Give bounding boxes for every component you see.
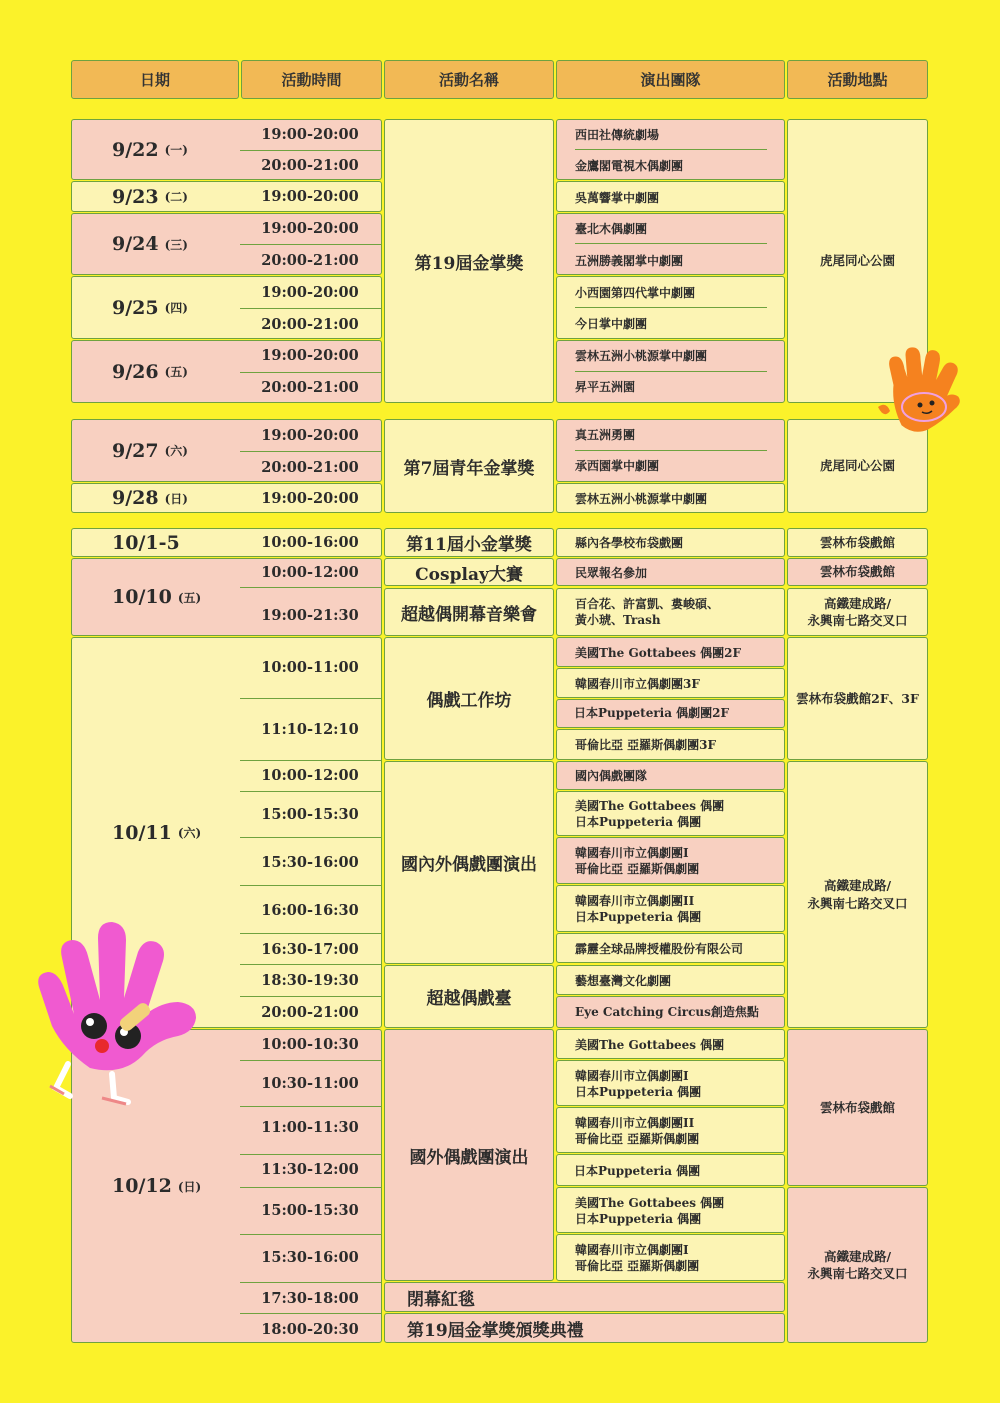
team-line: 日本Puppeteria 偶團 [575, 1085, 702, 1100]
team-line: 美國The Gottabees 偶團 [575, 1196, 725, 1210]
time-slot: 11:30-12:00 [261, 1161, 359, 1178]
event-cosplay: Cosplay大賽 [384, 558, 554, 586]
place-cell [787, 1187, 928, 1343]
time-slot: 20:00-21:00 [261, 157, 359, 174]
team-name: 臺北木偶劇團 [575, 222, 648, 236]
team-line: 哥倫比亞 亞羅斯偶劇團 [575, 862, 700, 877]
place-cell [787, 761, 928, 1028]
team-name [575, 596, 719, 628]
team-name [575, 1068, 701, 1100]
team-line: 韓國春川市立偶劇團I [575, 1243, 689, 1257]
place-line: 高鐵建成路/ [823, 595, 892, 611]
place-cell: 雲林布袋戲館2F、3F [787, 637, 928, 760]
team-line: 黃小琥、Trash [575, 613, 661, 628]
team-line: 美國The Gottabees 偶團 [575, 799, 725, 813]
weekday: (一) [164, 143, 188, 157]
time-slot: 19:00-20:00 [261, 284, 359, 301]
place-line: 高鐵建成路/ [823, 878, 892, 893]
event-foreign-troupes: 國外偶戲團演出 [384, 1029, 554, 1281]
place-cell: 雲林布袋戲館 [787, 528, 928, 557]
event-workshop: 偶戲工作坊 [384, 637, 554, 760]
time-slot: 20:00-21:00 [261, 316, 359, 333]
orange-hand-icon [872, 345, 972, 440]
team-name [575, 1195, 724, 1227]
team-line: 韓國春川市立偶劇團I [575, 846, 689, 860]
team-line: 哥倫比亞 亞羅斯偶劇團 [575, 1259, 700, 1274]
time-slot: 19:00-20:00 [261, 490, 359, 507]
weekday: (五) [177, 590, 202, 605]
event-youth-golden-palm: 第7屆青年金掌獎 [384, 419, 554, 513]
date-label: 9/27 [112, 439, 159, 462]
time-slot: 15:00-15:30 [261, 1202, 359, 1219]
header-name: 活動名稱 [384, 60, 554, 99]
date-label: 9/25 [112, 296, 159, 319]
time-slot: 10:30-11:00 [261, 1075, 359, 1092]
team-name [575, 1242, 699, 1274]
team-name: 民眾報名參加 [575, 566, 648, 580]
pink-hand-icon [30, 918, 210, 1108]
weekday: (日) [164, 491, 188, 506]
time-slot: 18:30-19:30 [261, 972, 359, 989]
date-label: 10/11 [112, 821, 172, 844]
place-line: 永興南七路交叉口 [807, 1266, 908, 1281]
time-slot: 15:30-16:00 [261, 854, 359, 871]
weekday: (六) [177, 826, 202, 840]
time-slot: 15:00-15:30 [261, 806, 359, 823]
date-label: 9/26 [112, 360, 159, 383]
time-slot: 16:30-17:00 [261, 941, 359, 958]
team-name: 日本Puppeteria 偶團 [574, 1164, 701, 1178]
place-cell: 虎尾同心公園 [787, 419, 928, 513]
team-name: 美國The Gottabees 偶團2F [575, 646, 742, 660]
time-slot: 10:00-11:00 [261, 659, 359, 676]
event-little-golden-palm: 第11屆小金掌獎 [384, 528, 554, 557]
team-name [575, 798, 724, 830]
event-award-ceremony: 第19屆金掌獎頒獎典禮 [384, 1313, 785, 1343]
team-name: 霹靂全球品牌授權股份有限公司 [575, 942, 744, 956]
time-slot: 19:00-21:30 [261, 607, 359, 624]
event-intl-troupes: 國內外偶戲團演出 [384, 761, 554, 964]
time-slot: 17:30-18:00 [261, 1290, 359, 1307]
time-slot: 19:00-20:00 [261, 188, 359, 205]
team-line: 韓國春川市立偶劇團II [575, 1116, 695, 1130]
team-line: 韓國春川市立偶劇團II [575, 894, 695, 908]
place-cell: 虎尾同心公園 [787, 119, 928, 403]
weekday: (三) [164, 237, 188, 252]
team-name: 美國The Gottabees 偶團 [575, 1038, 725, 1052]
team-name: 哥倫比亞 亞羅斯偶劇團3F [575, 738, 717, 752]
time-slot: 19:00-20:00 [261, 126, 359, 143]
team-name: 韓國春川市立偶劇團3F [575, 677, 700, 691]
team-line: 韓國春川市立偶劇團I [575, 1069, 689, 1083]
event-closing-red-carpet: 閉幕紅毯 [384, 1282, 785, 1312]
time-slot: 20:00-21:00 [261, 379, 359, 396]
team-name: 承西園掌中劇團 [575, 459, 660, 473]
team-line: 哥倫比亞 亞羅斯偶劇團 [575, 1132, 700, 1147]
place-line: 永興南七路交叉口 [807, 895, 908, 911]
team-name [575, 845, 699, 877]
time-slot: 20:00-21:00 [261, 252, 359, 269]
team-name: 西田社傳統劇場 [575, 128, 660, 142]
time-slot: 20:00-21:00 [261, 459, 359, 476]
time-slot: 16:00-16:30 [261, 902, 359, 919]
time-slot: 20:00-21:00 [261, 1004, 359, 1021]
time-slot: 19:00-20:00 [261, 427, 359, 444]
weekday: (六) [164, 444, 188, 458]
time-slot: 11:00-11:30 [261, 1119, 359, 1136]
team-line: 百合花、許富凱、婁峻碩、 [575, 597, 720, 611]
time-slot: 10:00-10:30 [261, 1036, 359, 1053]
team-name: 五洲勝義閣掌中劇團 [575, 254, 684, 268]
team-name: 藝想臺灣文化劇團 [575, 974, 672, 988]
header-team: 演出團隊 [556, 60, 785, 99]
team-name: 小西園第四代掌中劇團 [575, 286, 696, 300]
time-slot: 10:00-12:00 [261, 564, 359, 581]
event-beyond-stage: 超越偶戲臺 [384, 965, 554, 1028]
date-label: 10/10 [112, 586, 172, 608]
place-cell [787, 588, 928, 636]
place-line: 永興南七路交叉口 [807, 613, 908, 628]
team-name: 雲林五洲小桃源掌中劇團 [575, 492, 708, 506]
place-line: 高鐵建成路/ [823, 1248, 892, 1264]
header-place: 活動地點 [787, 60, 928, 99]
event-opening-concert: 超越偶開幕音樂會 [384, 588, 554, 636]
team-name: 縣內各學校布袋戲團 [575, 536, 684, 550]
team-name: 日本Puppeteria 偶劇團2F [574, 706, 730, 720]
team-name: 昇平五洲園 [575, 380, 636, 394]
team-name: 金鷹閣電視木偶劇團 [575, 159, 684, 173]
team-name [575, 1115, 699, 1147]
weekday: (五) [164, 365, 188, 379]
team-line: 日本Puppeteria 偶團 [575, 1212, 702, 1227]
time-slot: 10:00-16:00 [261, 534, 359, 551]
time-slot: 15:30-16:00 [261, 1249, 359, 1266]
weekday: (二) [164, 190, 188, 204]
team-name: 雲林五洲小桃源掌中劇團 [575, 349, 708, 363]
weekday: (四) [164, 301, 188, 315]
team-name: 國內偶戲團隊 [575, 769, 648, 783]
time-slot: 18:00-20:30 [261, 1321, 359, 1338]
header-time: 活動時間 [241, 60, 382, 99]
weekday: (日) [177, 1179, 202, 1194]
event-golden-palm: 第19屆金掌獎 [384, 119, 554, 403]
date-label: 9/28 [112, 487, 159, 509]
team-name: 今日掌中劇團 [575, 317, 648, 331]
place-cell: 雲林布袋戲館 [787, 1029, 928, 1186]
place-cell: 雲林布袋戲館 [787, 558, 928, 586]
date-label: 9/24 [112, 233, 159, 255]
team-name: Eye Catching Circus創造焦點 [575, 1005, 759, 1019]
team-line: 日本Puppeteria 偶團 [575, 910, 702, 925]
date-label: 10/12 [112, 1175, 172, 1197]
date-label: 10/1-5 [112, 531, 180, 554]
time-slot: 19:00-20:00 [261, 347, 359, 364]
team-line: 日本Puppeteria 偶團 [575, 815, 702, 830]
team-name: 吳萬響掌中劇團 [575, 191, 660, 205]
date-label: 9/22 [112, 138, 159, 161]
time-slot: 11:10-12:10 [261, 721, 359, 738]
header-date: 日期 [71, 60, 239, 99]
team-name: 真五洲勇團 [575, 428, 636, 442]
team-name [575, 893, 701, 925]
date-label: 9/23 [112, 185, 159, 208]
time-slot: 19:00-20:00 [261, 220, 359, 237]
time-slot: 10:00-12:00 [261, 767, 359, 784]
